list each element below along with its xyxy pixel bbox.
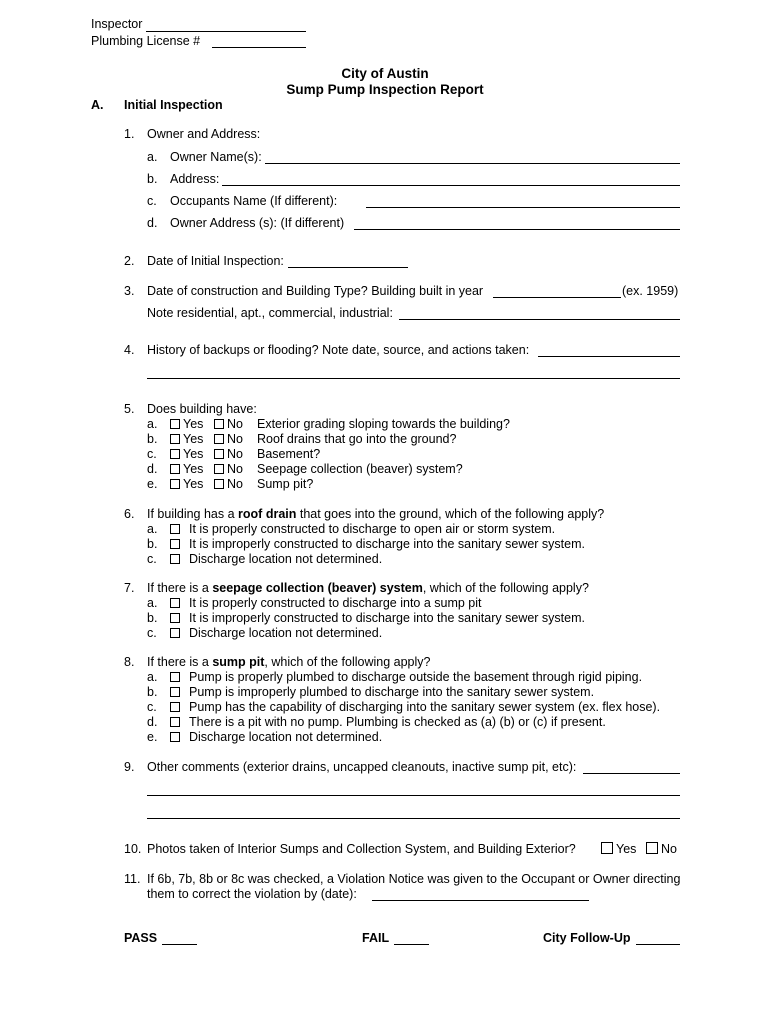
yes-label: Yes xyxy=(183,477,204,491)
q1d-letter: d. xyxy=(147,216,158,230)
q3-number: 3. xyxy=(124,284,135,298)
q8e-checkbox[interactable] xyxy=(170,730,183,745)
q6-number: 6. xyxy=(124,507,135,521)
q1b-label: Address: xyxy=(170,172,220,186)
occupants-name-field[interactable] xyxy=(366,207,680,208)
q6c-text: Discharge location not determined. xyxy=(189,552,383,566)
q6c-letter: c. xyxy=(147,552,157,566)
q8a-checkbox[interactable] xyxy=(170,670,183,685)
q6-text-post: that goes into the ground, which of the following apply? xyxy=(296,507,605,521)
q7c-text: Discharge location not determined. xyxy=(189,626,383,640)
q4-text: History of backups or flooding? Note date, source, and actions taken: xyxy=(147,343,530,357)
year-built-field[interactable] xyxy=(493,297,621,298)
q5d-yes-checkbox[interactable] xyxy=(170,462,203,477)
fail-field[interactable] xyxy=(394,944,429,945)
inspection-date-field[interactable] xyxy=(288,267,408,268)
followup-field[interactable] xyxy=(636,944,680,945)
q5-number: 5. xyxy=(124,402,135,416)
q3-note: Note residential, apt., commercial, industrial: xyxy=(147,306,393,320)
q7b-text: It is improperly constructed to discharge into the sanitary sewer system. xyxy=(189,611,585,625)
q5e-yes-checkbox[interactable] xyxy=(170,477,203,492)
no-label: No xyxy=(227,417,243,431)
inspector-label: Inspector xyxy=(91,17,143,31)
building-type-field[interactable] xyxy=(399,319,680,320)
q10-text: Photos taken of Interior Sumps and Collection System, and Building Exterior? xyxy=(147,842,576,856)
no-label: No xyxy=(661,842,677,856)
q5d-no-checkbox[interactable] xyxy=(214,462,243,477)
q10-no-checkbox[interactable] xyxy=(646,842,677,857)
q6-text xyxy=(147,507,604,522)
q8c-letter: c. xyxy=(147,700,157,714)
q1-text: Owner and Address: xyxy=(147,127,261,141)
q7b-letter: b. xyxy=(147,611,158,625)
q8c-checkbox[interactable] xyxy=(170,700,183,715)
inspector-field[interactable] xyxy=(146,31,306,32)
q7c-letter: c. xyxy=(147,626,157,640)
q5b-text: Roof drains that go into the ground? xyxy=(257,432,457,446)
yes-label: Yes xyxy=(616,842,637,856)
no-label: No xyxy=(227,447,243,461)
q8b-letter: b. xyxy=(147,685,158,699)
q7a-checkbox[interactable] xyxy=(170,596,183,611)
pass-field[interactable] xyxy=(162,944,197,945)
q6b-text: It is improperly constructed to discharge into the sanitary sewer system. xyxy=(189,537,585,551)
followup-label: City Follow-Up xyxy=(543,931,631,945)
q7a-text: It is properly constructed to discharge into a sump pit xyxy=(189,596,482,610)
q9-text: Other comments (exterior drains, uncapped cleanouts, inactive sump pit, etc): xyxy=(147,760,577,774)
q5c-text: Basement? xyxy=(257,447,321,461)
q7-text-post: , which of the following apply? xyxy=(422,581,589,595)
fail-label: FAIL xyxy=(362,931,390,945)
q8b-checkbox[interactable] xyxy=(170,685,183,700)
q5b-yes-checkbox[interactable] xyxy=(170,432,203,447)
q6c-checkbox[interactable] xyxy=(170,552,183,567)
q1c-label: Occupants Name (If different): xyxy=(170,194,338,208)
q5a-yes-checkbox[interactable] xyxy=(170,417,203,432)
section-letter: A. xyxy=(91,98,104,112)
q8-text-bold: sump pit xyxy=(212,655,265,669)
section-heading: Initial Inspection xyxy=(124,98,223,112)
q1c-letter: c. xyxy=(147,194,157,208)
owner-address-field[interactable] xyxy=(354,229,680,230)
q6-text-bold: roof drain xyxy=(238,507,297,521)
q7-text xyxy=(147,581,589,596)
q1a-letter: a. xyxy=(147,150,158,164)
q5e-letter: e. xyxy=(147,477,158,491)
q8-text-pre: If there is a xyxy=(147,655,213,669)
q8e-text: Discharge location not determined. xyxy=(189,730,383,744)
q8-text-post: , which of the following apply? xyxy=(264,655,431,669)
q3-example: (ex. 1959) xyxy=(622,284,679,298)
q5d-text: Seepage collection (beaver) system? xyxy=(257,462,463,476)
q1d-label: Owner Address (s): (If different) xyxy=(170,216,345,230)
q6a-checkbox[interactable] xyxy=(170,522,183,537)
q1b-letter: b. xyxy=(147,172,158,186)
pass-label: PASS xyxy=(124,931,158,945)
q7a-letter: a. xyxy=(147,596,158,610)
q5a-no-checkbox[interactable] xyxy=(214,417,243,432)
q8d-checkbox[interactable] xyxy=(170,715,183,730)
q6-text-pre: If building has a xyxy=(147,507,239,521)
q8d-letter: d. xyxy=(147,715,158,729)
address-field[interactable] xyxy=(222,185,680,186)
q2-text: Date of Initial Inspection: xyxy=(147,254,284,268)
comments-field-3[interactable] xyxy=(147,818,680,819)
q8e-letter: e. xyxy=(147,730,158,744)
q8-text xyxy=(147,655,430,670)
q1a-label: Owner Name(s): xyxy=(170,150,262,164)
comments-field-1[interactable] xyxy=(583,773,680,774)
q2-number: 2. xyxy=(124,254,135,268)
q7c-checkbox[interactable] xyxy=(170,626,183,641)
no-label: No xyxy=(227,477,243,491)
q7-text-pre: If there is a xyxy=(147,581,213,595)
q5-text: Does building have: xyxy=(147,402,257,416)
q5a-text: Exterior grading sloping towards the building? xyxy=(257,417,510,431)
license-field[interactable] xyxy=(212,47,306,48)
q6b-letter: b. xyxy=(147,537,158,551)
q5e-no-checkbox[interactable] xyxy=(214,477,243,492)
q5d-letter: d. xyxy=(147,462,158,476)
q5c-yes-checkbox[interactable] xyxy=(170,447,203,462)
q8d-text: There is a pit with no pump. Plumbing is checked as (a) (b) or (c) if present. xyxy=(189,715,606,729)
page-subtitle: Sump Pump Inspection Report xyxy=(286,82,484,97)
q4-number: 4. xyxy=(124,343,135,357)
q8a-letter: a. xyxy=(147,670,158,684)
yes-label: Yes xyxy=(183,462,204,476)
q11-text-line1: If 6b, 7b, 8b or 8c was checked, a Violation Notice was given to the Occupant or Owner directing xyxy=(147,872,681,886)
q7b-checkbox[interactable] xyxy=(170,611,183,626)
q7-text-bold: seepage collection (beaver) system xyxy=(212,581,423,595)
yes-label: Yes xyxy=(183,417,204,431)
q7-number: 7. xyxy=(124,581,135,595)
q10-yes-checkbox[interactable] xyxy=(601,842,636,857)
q6a-text: It is properly constructed to discharge to open air or storm system. xyxy=(189,522,556,536)
q5e-text: Sump pit? xyxy=(257,477,314,491)
no-label: No xyxy=(227,462,243,476)
q5b-no-checkbox[interactable] xyxy=(214,432,243,447)
comments-field-2[interactable] xyxy=(147,795,680,796)
q8-number: 8. xyxy=(124,655,135,669)
q11-number: 11. xyxy=(124,872,141,886)
q9-number: 9. xyxy=(124,760,135,774)
yes-label: Yes xyxy=(183,432,204,446)
q11-text-line2: them to correct the violation by (date): xyxy=(147,887,357,901)
q8a-text: Pump is properly plumbed to discharge outside the basement through rigid piping. xyxy=(189,670,643,684)
q5a-letter: a. xyxy=(147,417,158,431)
q10-number: 10. xyxy=(124,842,142,856)
owner-name-field[interactable] xyxy=(265,163,680,164)
q8b-text: Pump is improperly plumbed to discharge into the sanitary sewer system. xyxy=(189,685,595,699)
q3-text: Date of construction and Building Type? Building built in year xyxy=(147,284,484,298)
page-title: City of Austin xyxy=(341,66,429,81)
correction-date-field[interactable] xyxy=(372,900,589,901)
license-label: Plumbing License # xyxy=(91,34,201,48)
q5c-no-checkbox[interactable] xyxy=(214,447,243,462)
history-field-1[interactable] xyxy=(538,356,680,357)
history-field-2[interactable] xyxy=(147,378,680,379)
q1-number: 1. xyxy=(124,127,135,141)
q5b-letter: b. xyxy=(147,432,158,446)
q8c-text: Pump has the capability of discharging into the sanitary sewer system (ex. flex hose). xyxy=(189,700,661,714)
q5c-letter: c. xyxy=(147,447,157,461)
no-label: No xyxy=(227,432,243,446)
q6a-letter: a. xyxy=(147,522,158,536)
yes-label: Yes xyxy=(183,447,204,461)
q6b-checkbox[interactable] xyxy=(170,537,183,552)
